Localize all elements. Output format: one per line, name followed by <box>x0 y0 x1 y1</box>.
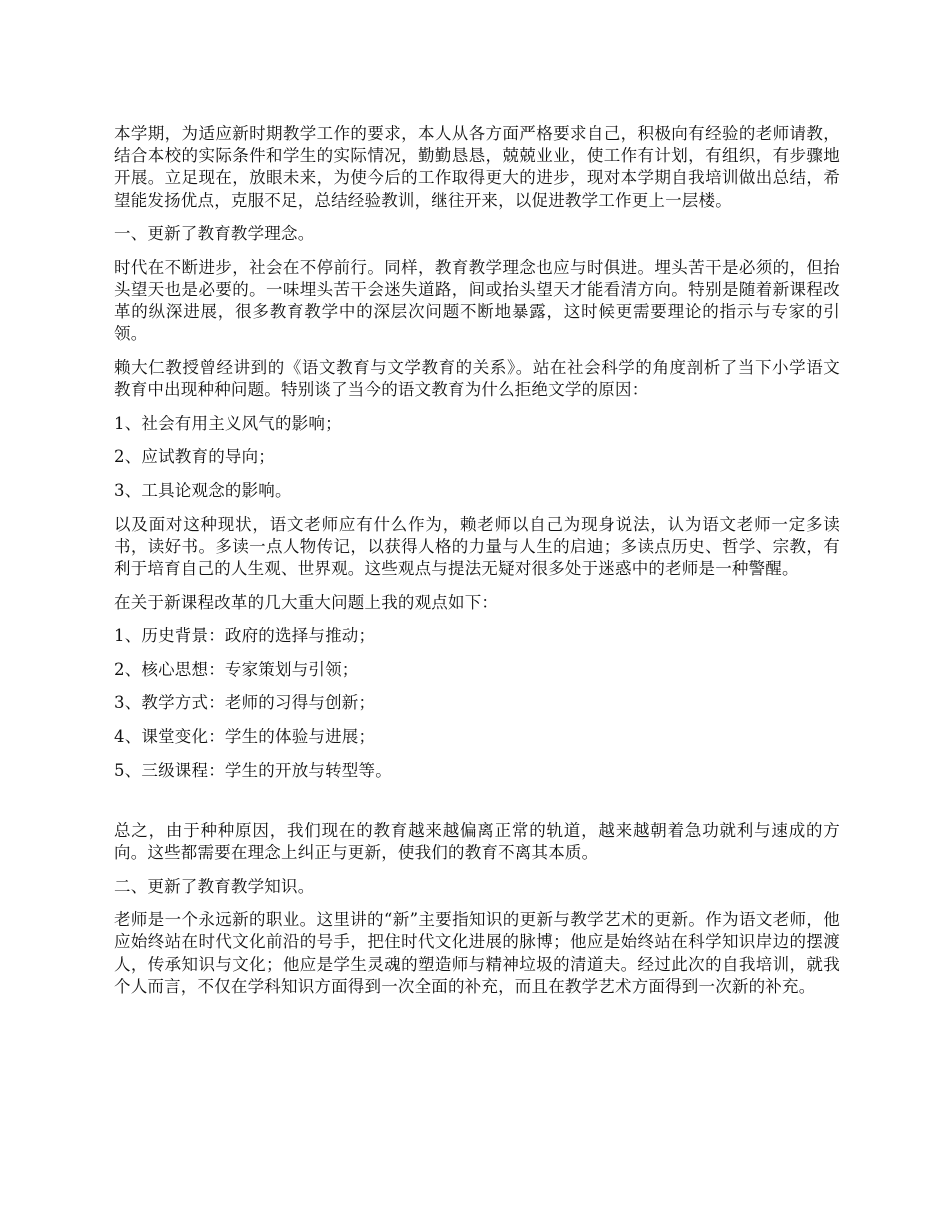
list-item: 4、课堂变化：学生的体验与进展； <box>114 726 376 746</box>
list-item: 5、三级课程：学生的开放与转型等。 <box>114 760 392 780</box>
body-paragraph: 赖大仁教授曾经讲到的《语文教育与文学教育的关系》。站在社会科学的角度剖析了当下小学语文教育中出现种种问题。特别谈了当今的语文教育为什么拒绝文学的原因： <box>114 358 840 400</box>
list-item: 3、工具论观念的影响。 <box>114 480 292 500</box>
body-paragraph: 在关于新课程改革的几大重大问题上我的观点如下： <box>114 592 499 612</box>
list-item: 2、应试教育的导向； <box>114 447 275 467</box>
body-paragraph: 时代在不断进步，社会在不停前行。同样，教育教学理念也应与时俱进。埋头苦干是必须的，但抬头望天也是必要的。一味埋头苦干会迷失道路，间或抬头望天才能看清方向。特别是随着新课程改革的纵深进展，很多教育教学中的深层次问题不断地暴露，这时候更需要理论的指示与专家的引领。 <box>114 257 840 344</box>
list-item: 1、历史背景：政府的选择与推动； <box>114 626 376 646</box>
list-item: 1、社会有用主义风气的影响； <box>114 413 342 433</box>
list-item: 2、核心思想：专家策划与引领； <box>114 659 359 679</box>
document-body <box>114 123 840 1009</box>
summary-paragraph: 总之，由于种种原因，我们现在的教育越来越偏离正常的轨道，越来越朝着急功就利与速成的方向。这些都需要在理念上纠正与更新，使我们的教育不离其本质。 <box>114 820 840 862</box>
body-paragraph: 老师是一个永远新的职业。这里讲的“新”主要指知识的更新与教学艺术的更新。作为语文老师，他应始终站在时代文化前沿的号手，把住时代文化进展的脉博；他应是始终站在科学知识岸边的摆渡人，传承知识与文化；他应是学生灵魂的塑造师与精神垃圾的清道夫。经过此次的自我培训，就我个人而言，不仅在学科知识方面得到一次全面的补充，而且在教学艺术方面得到一次新的补充。 <box>114 910 840 996</box>
section-heading-2: 二、更新了教育教学知识。 <box>114 876 315 896</box>
section-heading-1: 一、更新了教育教学理念。 <box>114 224 315 244</box>
body-paragraph: 以及面对这种现状，语文老师应有什么作为，赖老师以自己为现身说法，认为语文老师一定多读书，读好书。多读一点人物传记，以获得人格的力量与人生的启迪；多读点历史、哲学、宗教，有利于培育自己的人生观、世界观。这些观点与提法无疑对很多处于迷惑中的老师是一种警醒。 <box>114 514 840 578</box>
list-item: 3、教学方式：老师的习得与创新； <box>114 693 376 713</box>
intro-paragraph: 本学期，为适应新时期教学工作的要求，本人从各方面严格要求自己，积极向有经验的老师请教，结合本校的实际条件和学生的实际情况，勤勤恳恳，兢兢业业，使工作有计划，有组织，有步骤地开展。立足现在，放眼未来，为使今后的工作取得更大的进步，现对本学期自我培训做出总结，希望能发扬优点，克服不足，总结经验教训，继往开来，以促进教学工作更上一层楼。 <box>114 124 840 210</box>
